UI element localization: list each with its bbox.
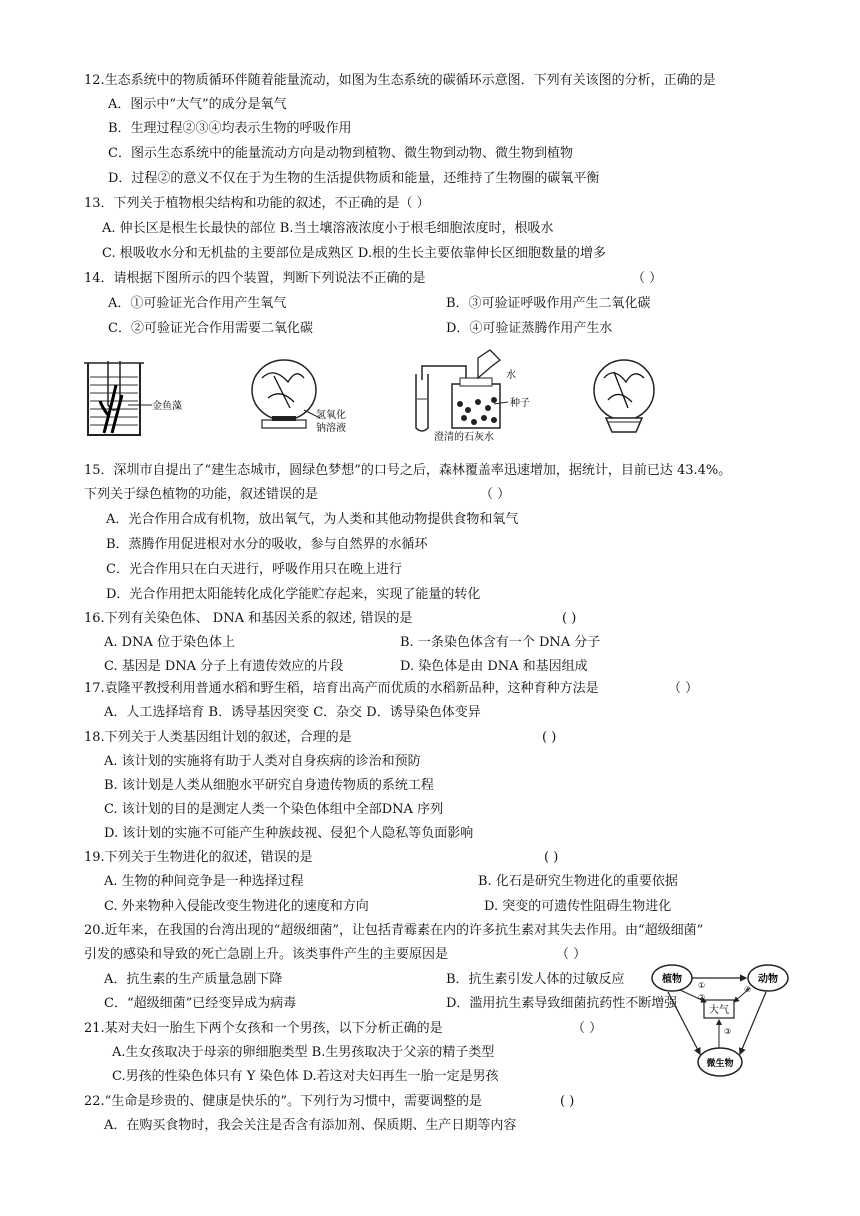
q19-stem: 19.下列关于生物进化的叙述，错误的是 [84, 850, 313, 865]
q13-options-cd: C. 根吸收水分和无机盐的主要部位是成熟区 D.根的生长主要依靠伸长区细胞数量的增多 [102, 246, 606, 261]
q21-stem: 21.某对夫妇一胎生下两个女孩和一个男孩，以下分析正确的是 [84, 1021, 443, 1036]
label-limewater: 澄清的石灰水 [434, 432, 494, 442]
q12-option-a: A．图示中“大气”的成分是氧气 [108, 97, 287, 112]
q19-option-b: B. 化石是研究生物进化的重要依据 [478, 874, 678, 889]
q12-option-b: B．生理过程②③④均表示生物的呼吸作用 [108, 121, 352, 136]
apparatus-figure-3 [408, 344, 548, 442]
q20-stem-line1: 20.近年来，在我国的台湾出现的“超级细菌”，让包括青霉素在内的许多抗生素对其失去作用。由“超级细菌” [84, 923, 704, 938]
q21-options-ab: A.生女孩取决于母亲的卵细胞类型 B.生男孩取决于父亲的精子类型 [112, 1045, 495, 1060]
q18-option-a: A. 该计划的实施将有助于人类对自身疾病的诊治和预防 [104, 754, 421, 769]
q15-option-a: A．光合作用合成有机物，放出氧气，为人类和其他动物提供食物和氧气 [106, 512, 519, 527]
q22-answer-paren: ( ) [560, 1094, 575, 1109]
q19-option-a: A. 生物的种间竞争是一种选择过程 [104, 874, 304, 889]
q12-option-d: D．过程②的意义不仅在于为生物的生活提供物质和能量，还维持了生物圈的碳氧平衡 [108, 171, 600, 186]
q12-stem: 12.生态系统中的物质循环伴随着能量流动，如图为生态系统的碳循环示意图．下列有关该图的分析，正确的是 [84, 73, 716, 88]
label-naoh-1: 氢氧化 [316, 410, 346, 421]
q16-option-b: B. 一条染色体含有一个 DNA 分子 [400, 635, 601, 650]
q20-option-c: C．“超级细菌”已经变异成为病毒 [104, 996, 297, 1011]
q14-option-a: A．①可验证光合作用产生氧气 [108, 296, 287, 311]
q20-option-a: A．抗生素的生产质量急剧下降 [104, 972, 283, 987]
q16-stem: 16.下列有关染色体、 DNA 和基因关系的叙述, 错误的是 [84, 611, 413, 626]
q20-stem-line2: 引发的感染和导致的死亡急剧上升。该类事件产生的主要原因是 [84, 947, 449, 962]
apparatus-figure-1 [82, 355, 202, 440]
q15-answer-paren: （ ） [480, 487, 511, 502]
q19-option-d: D. 突变的可遗传性阻碍生物进化 [484, 899, 672, 914]
q13-stem: 13．下列关于植物根尖结构和功能的叙述，不正确的是（ ） [84, 196, 430, 211]
label-seeds: 种子 [510, 398, 530, 409]
q20-answer-paren: （ ） [556, 947, 587, 962]
carbon-cycle-diagram [650, 958, 790, 1082]
q15-option-d: D．光合作用把太阳能转化成化学能贮存起来，实现了能量的转化 [106, 587, 481, 602]
q14-option-b: B．③可验证呼吸作用产生二氧化碳 [446, 296, 651, 311]
q15-stem-line1: 15．深圳市自提出了“建生态城市，圆绿色梦想”的口号之后，森林覆盖率迅速增加，据统计，目前已达 43.4%。 [84, 463, 732, 478]
label-process-2: ② [698, 993, 706, 1002]
q19-option-c: C. 外来物种入侵能改变生物进化的速度和方向 [104, 899, 369, 914]
q15-option-b: B．蒸腾作用促进根对水分的吸收，参与自然界的水循环 [106, 537, 428, 552]
q21-answer-paren: （ ） [572, 1021, 603, 1036]
label-animal: 动物 [758, 974, 778, 985]
q16-option-a: A. DNA 位于染色体上 [104, 635, 235, 650]
q18-answer-paren: ( ) [542, 730, 557, 745]
q20-option-b: B．抗生素引发人体的过敏反应 [446, 972, 625, 987]
q17-answer-paren: （ ） [668, 681, 699, 696]
q14-option-c: C．②可验证光合作用需要二氧化碳 [108, 321, 313, 336]
q19-answer-paren: ( ) [544, 850, 559, 865]
q16-option-c: C. 基因是 DNA 分子上有遗传效应的片段 [104, 659, 344, 674]
q22-option-a: A．在购买食物时，我会关注是否含有添加剂、保质期、生产日期等内容 [104, 1118, 517, 1133]
q18-option-d: D. 该计划的实施不可能产生种族歧视、侵犯个人隐私等负面影响 [104, 826, 474, 841]
q14-answer-paren: （ ） [632, 271, 663, 286]
apparatus-figure-4 [584, 356, 664, 442]
apparatus-figure-2 [244, 358, 384, 438]
label-water: 水 [506, 370, 516, 381]
label-plant: 植物 [662, 974, 682, 985]
q17-options: A．人工选择培育 B．诱导基因突变 C．杂交 D．诱导染色体变异 [104, 705, 481, 720]
q14-option-d: D．④可验证蒸腾作用产生水 [446, 321, 613, 336]
label-process-1: ① [698, 981, 706, 990]
label-naoh-2: 钠溶液 [316, 423, 346, 434]
label-jinyuzao: 金鱼藻 [152, 401, 182, 412]
q18-option-b: B. 该计划是人类从细胞水平研究自身遗传物质的系统工程 [104, 778, 434, 793]
label-air: 大气 [709, 1005, 729, 1016]
label-microbe: 微生物 [706, 1059, 734, 1069]
q14-stem: 14．请根据下图所示的四个装置，判断下列说法不正确的是 [84, 271, 426, 286]
q16-option-d: D. 染色体是由 DNA 和基因组成 [400, 659, 588, 674]
q16-answer-paren: ( ) [562, 611, 577, 626]
q15-option-c: C．光合作用只在白天进行，呼吸作用只在晚上进行 [106, 562, 402, 577]
q18-stem: 18.下列关于人类基因组计划的叙述，合理的是 [84, 730, 352, 745]
q20-option-d: D．滥用抗生素导致细菌抗药性不断增强 [446, 996, 678, 1011]
q17-stem: 17.袁隆平教授利用普通水稻和野生稻，培育出高产而优质的水稻新品种，这种育种方法是 [84, 681, 599, 696]
q22-stem: 22.“生命是珍贵的、健康是快乐的”。下列行为习惯中，需要调整的是 [84, 1094, 482, 1109]
q15-stem-line2: 下列关于绿色植物的功能，叙述错误的是 [84, 487, 319, 502]
label-process-4: ④ [744, 985, 752, 994]
q13-options-ab: A. 伸长区是根生长最快的部位 B.当土壤溶液浓度小于根毛细胞浓度时，根吸水 [102, 221, 554, 236]
q21-options-cd: C.男孩的性染色体只有 Y 染色体 D.若这对夫妇再生一胎一定是男孩 [112, 1069, 499, 1084]
q12-option-c: C．图示生态系统中的能量流动方向是动物到植物、微生物到动物、微生物到植物 [108, 146, 573, 161]
q18-option-c: C. 该计划的目的是测定人类一个染色体组中全部DNA 序列 [104, 802, 444, 817]
label-process-3: ③ [724, 1027, 732, 1036]
